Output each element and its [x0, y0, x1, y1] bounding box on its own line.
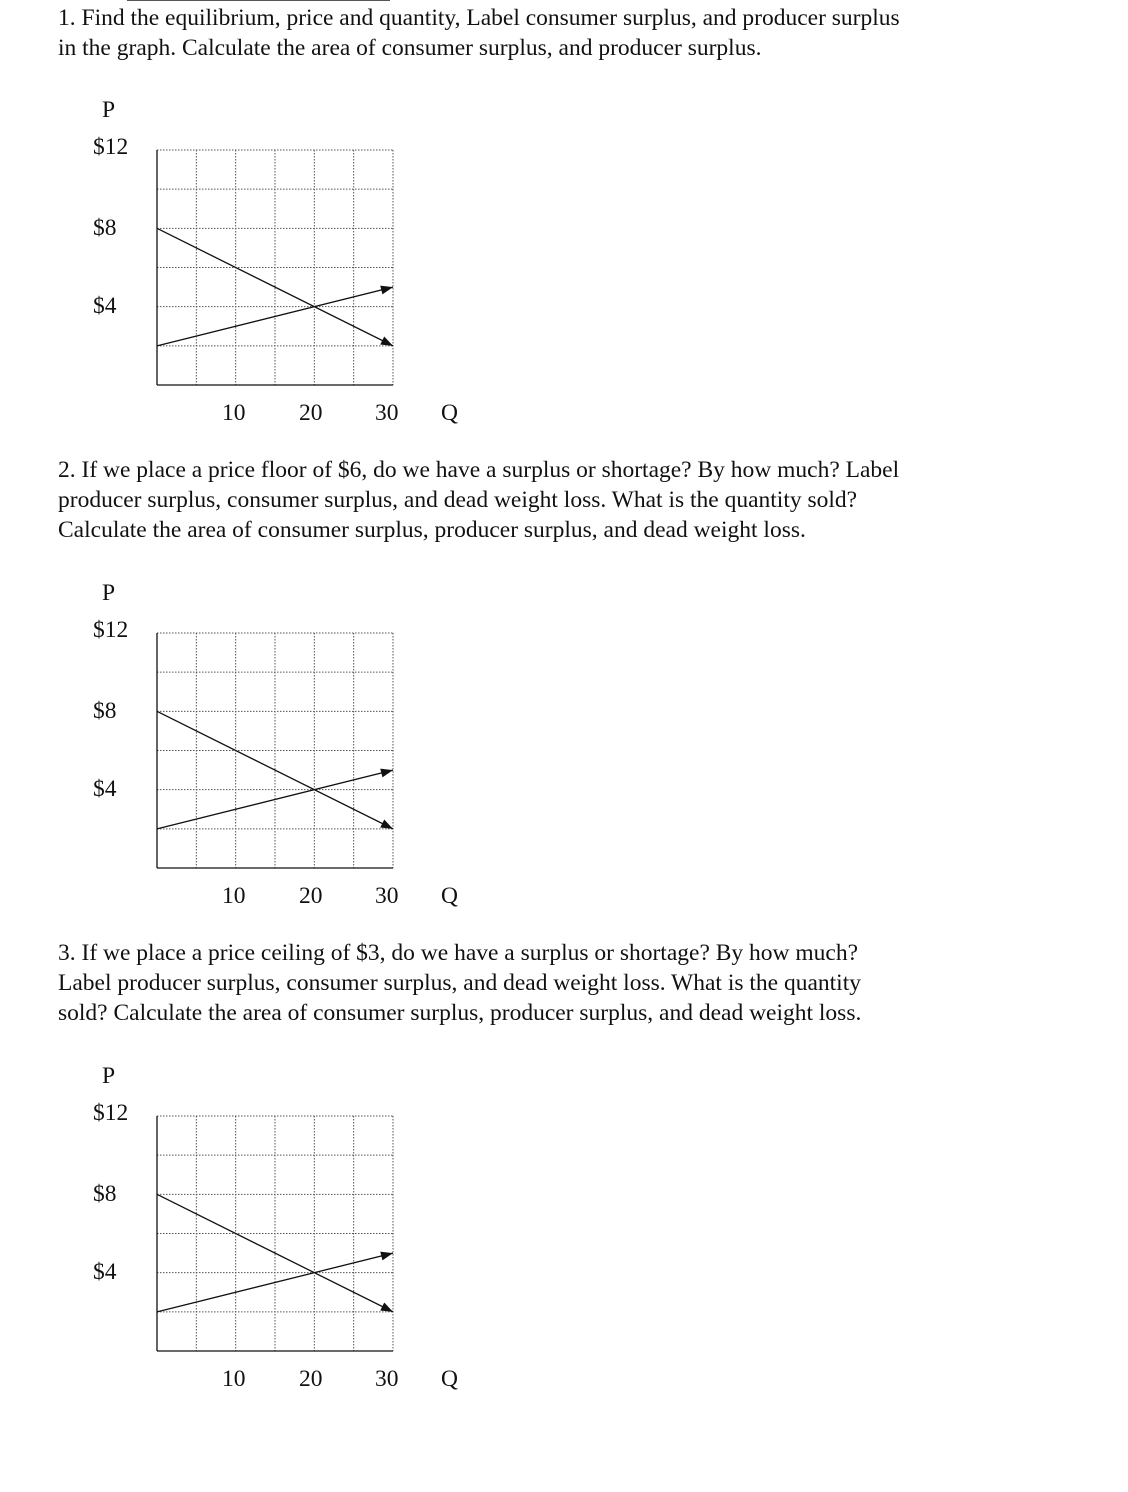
y-tick-label-8: $8 — [93, 1181, 117, 1207]
graph-2 — [0, 580, 520, 933]
top-rule — [127, 0, 390, 1]
x-tick-label-30: 30 — [375, 400, 399, 426]
graph-3 — [0, 1063, 520, 1416]
y-tick-label-12: $12 — [93, 617, 129, 643]
plot-area — [0, 110, 520, 450]
x-tick-label-20: 20 — [299, 400, 323, 426]
y-tick-label-8: $8 — [93, 215, 117, 241]
supply-arrowhead — [380, 1252, 393, 1261]
y-axis-label: P — [102, 580, 116, 606]
x-tick-label-10: 10 — [222, 400, 246, 426]
y-tick-label-4: $4 — [93, 293, 117, 319]
y-tick-label-8: $8 — [93, 698, 117, 724]
y-tick-label-4: $4 — [93, 1259, 117, 1285]
y-tick-label-12: $12 — [93, 1100, 129, 1126]
x-tick-label-20: 20 — [299, 1366, 323, 1392]
graph-1 — [0, 97, 520, 450]
question-1-text: 1. Find the equilibrium, price and quantity, Label consumer surplus, and producer surplus in the graph. Calculate the area of consumer surplus, and producer surplus. — [58, 5, 900, 61]
y-axis-label: P — [102, 1063, 116, 1089]
question-2-text: 2. If we place a price floor of $6, do we have a surplus or shortage? By how much? Label producer surplus, consumer surplus, and dead weight loss. What is the quantity sold? Calculate the area of consumer surplus, producer surplus, and dead weight loss. — [58, 457, 900, 543]
x-axis-label: Q — [441, 1366, 458, 1392]
y-tick-label-4: $4 — [93, 776, 117, 802]
x-axis-label: Q — [441, 883, 458, 909]
question-3-text: 3. If we place a price ceiling of $3, do we have a surplus or shortage? By how much? Label producer surplus, consumer surplus, and dead weight loss. What is the quantity sold? Calculate the area of consumer surplus, producer surplus, and dead weight loss. — [58, 940, 862, 1026]
demand-arrowhead — [380, 1302, 393, 1311]
supply-arrowhead — [380, 286, 393, 295]
y-axis-label: P — [102, 97, 116, 123]
plot-area — [0, 593, 520, 933]
x-axis-label: Q — [441, 400, 458, 426]
x-tick-label-10: 10 — [222, 883, 246, 909]
y-tick-label-12: $12 — [93, 134, 129, 160]
x-tick-label-20: 20 — [299, 883, 323, 909]
plot-area — [0, 1076, 520, 1416]
demand-arrowhead — [380, 336, 393, 345]
supply-arrowhead — [380, 769, 393, 778]
x-tick-label-10: 10 — [222, 1366, 246, 1392]
x-tick-label-30: 30 — [375, 883, 399, 909]
demand-arrowhead — [380, 819, 393, 828]
x-tick-label-30: 30 — [375, 1366, 399, 1392]
